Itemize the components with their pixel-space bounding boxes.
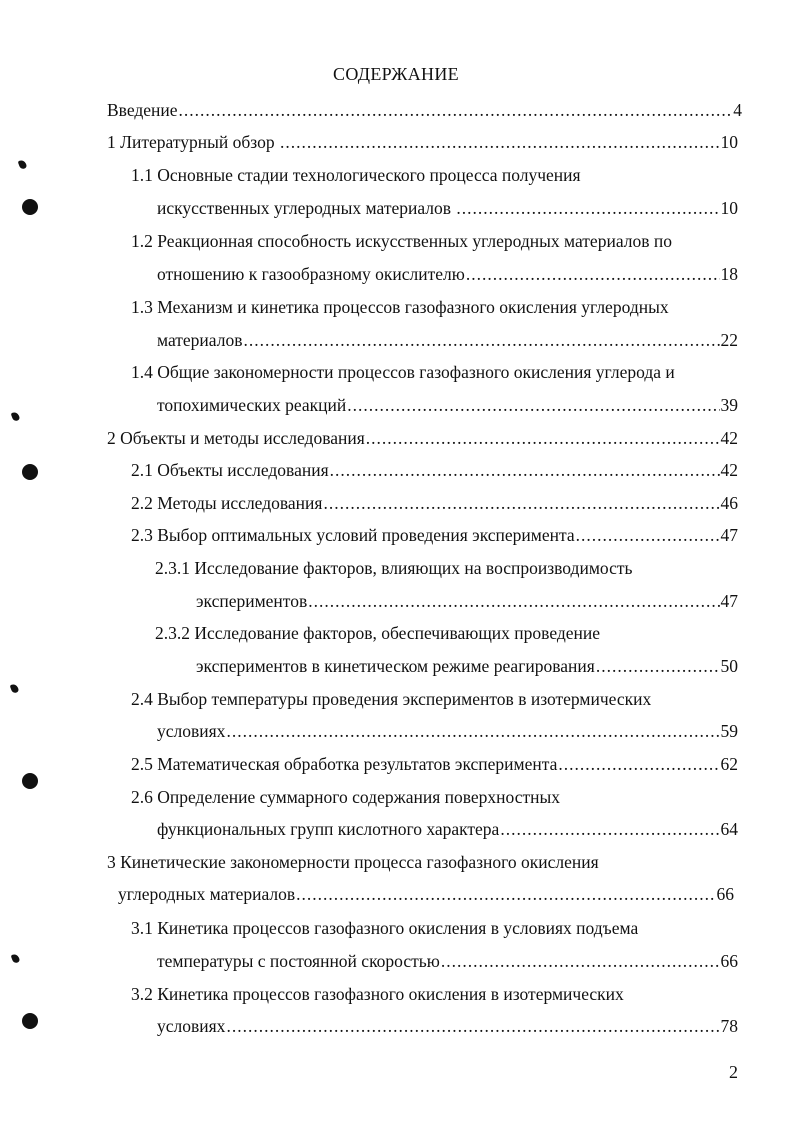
punch-hole-mark: [22, 199, 38, 215]
toc-entry-page: 66: [716, 884, 734, 904]
toc-entry-text: 1.2 Реакционная способность искусственных углеродных материалов по: [131, 231, 672, 251]
toc-leader-dots: [280, 129, 720, 155]
toc-entry-page: 4: [733, 100, 742, 120]
toc-entry-page: 64: [720, 819, 738, 839]
page-number: 2: [729, 1062, 738, 1082]
toc-entry: [131, 490, 738, 516]
toc-entry-text: 2.3.2 Исследование факторов, обеспечивающих проведение: [155, 623, 601, 643]
toc-entry-page: 42: [720, 428, 738, 448]
toc-leader-dots: [330, 457, 720, 483]
toc-entry: [157, 392, 738, 418]
toc-entry-text: 2.5 Математическая обработка результатов эксперимента: [131, 754, 558, 774]
toc-entry-text: температуры с постоянной скоростью: [157, 951, 440, 971]
toc-entry: [131, 457, 738, 483]
toc-entry-text: 3.2 Кинетика процессов газофазного окисления в изотермических: [131, 984, 624, 1004]
toc-entry-text: 2.6 Определение суммарного содержания поверхностных: [131, 787, 560, 807]
toc-entry: [107, 129, 738, 155]
toc-leader-dots: [500, 816, 719, 842]
toc-entry-text: Введение: [107, 100, 178, 120]
toc-entry-text: условиях: [157, 721, 226, 741]
toc-entry-text: функциональных групп кислотного характера: [157, 819, 500, 839]
toc-leader-dots: [226, 1013, 719, 1039]
toc-entry: [157, 718, 738, 744]
toc-entry-text: 2.3.1 Исследование факторов, влияющих на воспроизводимость: [155, 558, 633, 578]
toc-entry-text: 1.1 Основные стадии технологического процесса получения: [131, 165, 581, 185]
punch-hole-mark: [22, 1013, 38, 1029]
toc-entry-text: 3.1 Кинетика процессов газофазного окисления в условиях подъема: [131, 918, 639, 938]
toc-entry: [131, 915, 738, 941]
punch-hole-mark: [22, 773, 38, 789]
toc-entry-page: 46: [720, 493, 738, 513]
toc-entry-page: 62: [720, 754, 738, 774]
toc-leader-dots: [441, 948, 720, 974]
toc-entry-text: условиях: [157, 1016, 226, 1036]
toc-entry-page: 50: [720, 656, 738, 676]
toc-entry: [118, 881, 734, 907]
toc-leader-dots: [366, 425, 720, 451]
toc-entry-text: 2.2 Методы исследования: [131, 493, 323, 513]
toc-entry: [196, 653, 738, 679]
toc-entry-text: экспериментов в кинетическом режиме реагирования: [196, 656, 595, 676]
punch-hole-mark: [11, 953, 21, 964]
toc-entry: [157, 195, 738, 221]
toc-entry-text: экспериментов: [196, 591, 308, 611]
toc-entry: [107, 849, 738, 875]
toc-leader-dots: [347, 392, 719, 418]
toc-entry-text: 2.1 Объекты исследования: [131, 460, 329, 480]
toc-entry: [155, 620, 738, 646]
toc-entry-page: 47: [720, 591, 738, 611]
toc-entry: [131, 686, 738, 712]
toc-entry: [157, 327, 738, 353]
toc-leader-dots: [576, 522, 720, 548]
punch-hole-mark: [18, 159, 28, 170]
toc-entry-text: 3 Кинетические закономерности процесса газофазного окисления: [107, 852, 599, 872]
toc-entry: [131, 751, 738, 777]
toc-leader-dots: [179, 97, 733, 123]
toc-entry: [131, 522, 738, 548]
punch-hole-mark: [22, 464, 38, 480]
toc-entry: [157, 261, 738, 287]
toc-entry: [131, 162, 738, 188]
toc-entry-page: 18: [720, 264, 738, 284]
toc-entry-page: 47: [720, 525, 738, 545]
toc-entry-page: 59: [720, 721, 738, 741]
toc-entry-text: 2.4 Выбор температуры проведения экспериментов в изотермических: [131, 689, 652, 709]
toc-entry: [107, 425, 738, 451]
toc-entry: [196, 588, 738, 614]
toc-entry: [131, 784, 738, 810]
toc-leader-dots: [296, 881, 715, 907]
toc-entry: [157, 948, 738, 974]
toc-leader-dots: [243, 327, 719, 353]
toc-entry-page: 39: [720, 395, 738, 415]
toc-entry-text: 1 Литературный обзор: [107, 132, 279, 152]
toc-entry-text: 2 Объекты и методы исследования: [107, 428, 365, 448]
toc-entry-text: 2.3 Выбор оптимальных условий проведения эксперимента: [131, 525, 575, 545]
toc-entry-text: отношению к газообразному окислителю: [157, 264, 465, 284]
toc-entry-page: 42: [720, 460, 738, 480]
toc-entry-page: 22: [720, 330, 738, 350]
toc-entry: [157, 1013, 738, 1039]
toc-entry-page: 78: [720, 1016, 738, 1036]
toc-entry-text: 1.3 Механизм и кинетика процессов газофазного окисления углеродных: [131, 297, 669, 317]
toc-leader-dots: [466, 261, 720, 287]
toc-entry-text: материалов: [157, 330, 243, 350]
toc-entry-page: 10: [720, 132, 738, 152]
toc-leader-dots: [323, 490, 719, 516]
punch-hole-mark: [11, 411, 21, 422]
page-title: СОДЕРЖАНИЕ: [333, 64, 459, 84]
toc-entry-page: 66: [720, 951, 738, 971]
toc-entry: [155, 555, 738, 581]
toc-entry: [131, 981, 738, 1007]
toc-entry: [131, 294, 738, 320]
toc-leader-dots: [558, 751, 719, 777]
toc-entry-text: углеродных материалов: [118, 884, 296, 904]
toc-entry: [131, 359, 738, 385]
toc-leader-dots: [308, 588, 719, 614]
toc-entry-text: искусственных углеродных материалов: [157, 198, 456, 218]
toc-entry-text: топохимических реакций: [157, 395, 347, 415]
toc-entry: [157, 816, 738, 842]
toc-entry-page: 10: [720, 198, 738, 218]
punch-hole-mark: [10, 683, 20, 694]
toc-leader-dots: [226, 718, 719, 744]
toc-entry: [107, 97, 742, 123]
toc-entry-text: 1.4 Общие закономерности процессов газофазного окисления углерода и: [131, 362, 675, 382]
toc-entry: [131, 228, 738, 254]
toc-leader-dots: [456, 195, 719, 221]
toc-leader-dots: [596, 653, 720, 679]
